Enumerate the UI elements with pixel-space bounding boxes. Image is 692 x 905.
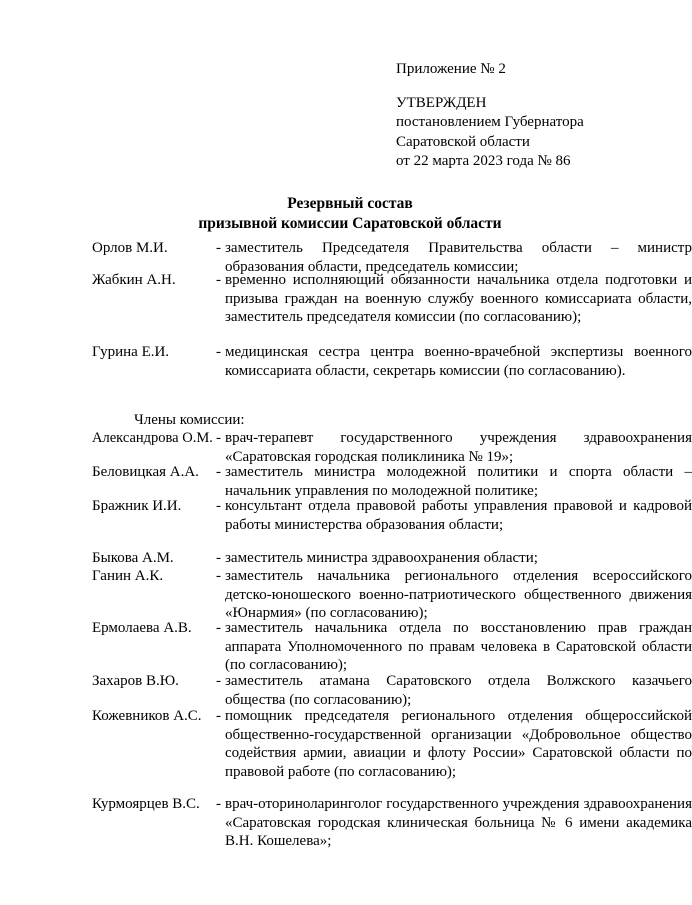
person-role: врач-терапевт государственного учреждения здравоохранения «Саратовская городская поликлиника № 19»; (225, 430, 692, 465)
dash-separator: - (216, 430, 221, 446)
person-name: Гурина Е.И. (92, 344, 170, 360)
person-name: Бражник И.И. (92, 498, 182, 514)
person-role: заместитель министра здравоохранения области; (225, 550, 538, 566)
person-role: консультант отдела правовой работы управления правовой и кадровой работы министерства образования области; (225, 498, 692, 533)
person-name: Кожевников А.С. (92, 708, 202, 724)
person-name: Ермолаева А.В. (92, 620, 192, 636)
dash-separator: - (216, 272, 221, 288)
person-role: заместитель атамана Саратовского отдела Волжского казачьего общества (по согласованию); (225, 673, 692, 708)
dash-separator: - (216, 464, 221, 480)
appendix-label: Приложение № 2 (396, 61, 506, 77)
document-title (60, 194, 640, 233)
approval-block (396, 60, 584, 172)
person-name: Курмоярцев В.С. (92, 796, 200, 812)
person-role: временно исполняющий обязанности начальника отдела подготовки и призыва граждан на военную службу военного комиссариата области, заместитель председателя комиссии (по согласованию); (225, 272, 692, 325)
person-name: Орлов М.И. (92, 240, 168, 256)
dash-separator: - (216, 550, 221, 566)
dash-separator: - (216, 568, 221, 584)
approval-line-2: Саратовской области (396, 133, 530, 150)
dash-separator: - (216, 796, 221, 812)
approval-line-1: постановлением Губернатора (396, 114, 584, 130)
person-name: Быкова А.М. (92, 550, 174, 566)
person-role: заместитель Председателя Правительства области – министр образования области, председатель комиссии; (225, 240, 692, 275)
approved-stamp-text: УТВЕРЖДЕН (396, 94, 487, 111)
person-role: заместитель начальника отдела по восстановлению прав граждан аппарата Уполномоченного по правам человека в Саратовской области (по согласованию); (225, 620, 692, 673)
dash-separator: - (216, 620, 221, 636)
title-line-2: призывной комиссии Саратовской области (198, 214, 502, 232)
person-name: Жабкин А.Н. (92, 272, 176, 288)
person-role: заместитель министра молодежной политики и спорта области – начальник управления по молодежной политике; (225, 464, 692, 499)
person-role: врач-оториноларинголог государственного учреждения здравоохранения «Саратовская городская клиническая больница № 6 имени академика В.Н. Кошелева»; (225, 796, 692, 849)
person-role: помощник председателя регионального отделения общероссийской общественно-государственной организации «Добровольное общество содействия армии, авиации и флоту России» Саратовской области по правовой работе (по согласованию); (225, 708, 692, 780)
dash-separator: - (216, 498, 221, 514)
person-role: медицинская сестра центра военно-врачебной экспертизы военного комиссариата области, секретарь комиссии (по согласованию). (225, 344, 692, 379)
dash-separator: - (216, 344, 221, 360)
dash-separator: - (216, 240, 221, 256)
dash-separator: - (216, 708, 221, 724)
person-name: Ганин А.К. (92, 568, 164, 584)
dash-separator: - (216, 673, 221, 689)
person-name: Беловицкая А.А. (92, 464, 199, 480)
person-role: заместитель начальника регионального отделения всероссийского детско-юношеского военно-патриотического общественного движения «Юнармия» (по согласованию); (225, 568, 692, 621)
person-name: Захаров В.Ю. (92, 673, 179, 689)
title-line-1: Резервный состав (287, 195, 413, 212)
approval-line-3: от 22 марта 2023 года № 86 (396, 153, 571, 169)
person-name: Александрова О.М. (92, 430, 213, 446)
members-label: Члены комиссии: (134, 412, 245, 428)
